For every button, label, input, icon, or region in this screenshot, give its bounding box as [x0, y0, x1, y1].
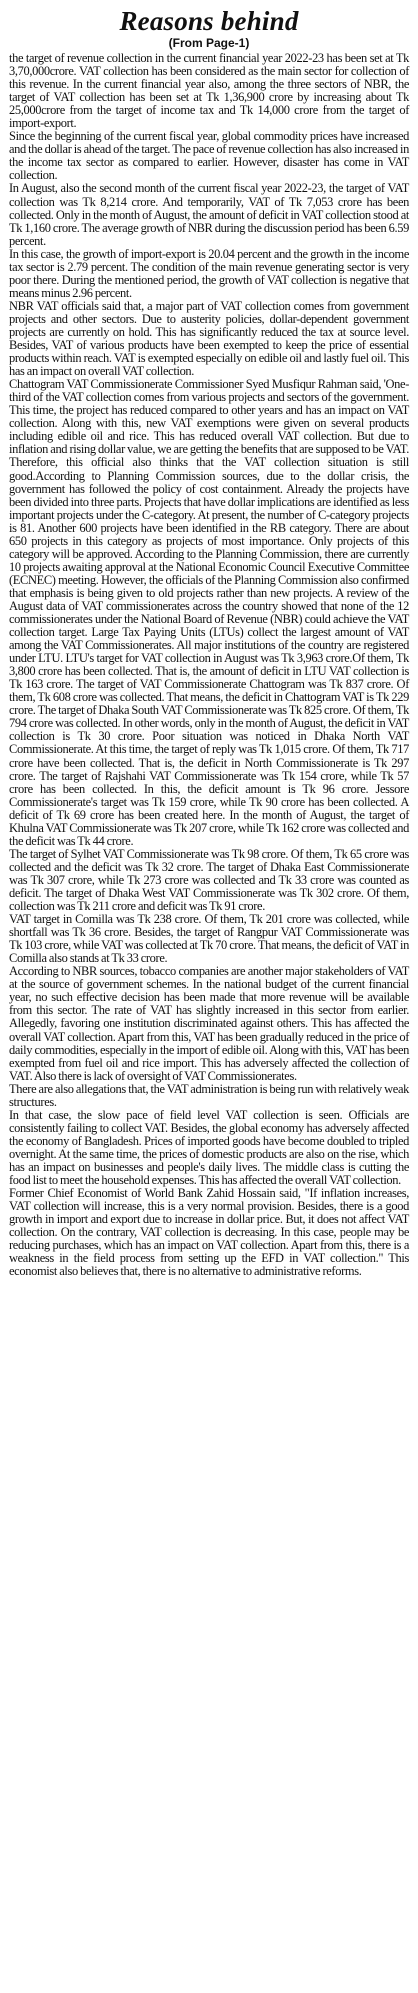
- paragraph: In this case, the growth of import-export is 20.04 percent and the growth in the income tax sector is 2.79 percent. The condition of the main revenue generating sector is very poor there. During the mentioned period, the growth of VAT collection is negative that means minus 2.96 percent.: [9, 246, 409, 300]
- article-body: [9, 52, 409, 1278]
- paragraph: According to NBR sources, tobacco companies are another major stakeholders of VAT at the source of government schemes. In the national budget of the current financial year, no such effective decision has been made that more revenue will be available from this sector. The rate of VAT has slightly increased in this sector from earlier. Allegedly, favoring one institution discriminated against others. This has affected the overall VAT collection. Apart from this, VAT has been gradually reduced in the price of daily commodities, especially in the import of edible oil. Along with this, VAT has been exempted from fuel oil and rice import. This has adversely affected the collection of VAT. Also there is lack of oversight of VAT Commissionerates.: [9, 964, 409, 1083]
- paragraph: Since the beginning of the current fiscal year, global commodity prices have increased and the dollar is ahead of the target. The pace of revenue collection has also increased in the income tax sector as compared to earlier. However, disaster has come in VAT collection.: [9, 129, 410, 183]
- paragraph: Chattogram VAT Commissionerate Commissioner Syed Musfiqur Rahman said, 'One-third of the VAT collection comes from various projects and sectors of the government. This time, the project has reduced compared to other years and has an impact on VAT collection. Along with this, new VAT exemptions were given on several products including edible oil and rice. This has reduced overall VAT collection. But due to inflation and rising dollar value, we are getting the benefits that are supposed to be VAT. Therefore, this official also thinks that the VAT collection situation is still good.According to Planning Commission sources, due to the dollar crisis, the government has followed the policy of cost containment. Already the projects have been divided into three parts. Projects that have dollar implications are identified as less important projects under the C-category. At present, the number of C-category projects is 81. Another 600 projects have been identified in the RB category. There are about 650 projects in this category as projects of most importance. Only projects of this category will be approved. According to the Planning Commission, there are currently 10 projects awaiting approval at the National Economic Council Executive Committee (ECNEC) meeting. However, the officials of the Planning Commission also confirmed that emphasis is being given to old projects rather than new projects. A review of the August data of VAT commissionerates across the country showed that none of the 12 commissionerates under the National Board of Revenue (NBR) could achieve the VAT collection target. Large Tax Paying Units (LTUs) collect the largest amount of VAT among the VAT Commissionerates. All major institutions of the country are registered under LTU. LTU's target for VAT collection in August was Tk 3,963 crore.Of them, Tk 3,800 crore has been collected. That is, the amount of deficit in LTU VAT collection is Tk 163 crore. The target of VAT Commissionerate Chattogram was Tk 837 crore. Of them, Tk 608 crore was collected. That means, the deficit in Chattogram VAT is Tk 229 crore. The target of Dhaka South VAT Commissionerate was Tk 825 crore. Of them, Tk 794 crore was collected. In other words, only in the month of August, the deficit in VAT collection is Tk 30 crore. Poor situation was noticed in Dhaka North VAT Commissionerate. At this time, the target of reply was Tk 1,015 crore. Of them, Tk 717 crore have been collected. That is, the deficit in North Commissionerate is Tk 297 crore. The target of Rajshahi VAT Commissionerate was Tk 154 crore, while Tk 57 crore has been collected. In this, the deficit amount is Tk 96 crore. Jessore Commissionerate's target was Tk 159 crore, while Tk 90 crore has been collected. A deficit of Tk 69 crore has been created here. In the month of August, the target of Khulna VAT Commissionerate was Tk 207 crore, while Tk 162 crore was collected and the deficit was Tk 44 crore.: [9, 377, 409, 848]
- paragraph: In August, also the second month of the current fiscal year 2022-23, the target of VAT collection was Tk 8,214 crore. And temporarily, VAT of Tk 7,053 crore has been collected. Only in the month of August, the amount of deficit in VAT collection stood at Tk 1,160 crore. The average growth of NBR during the discussion period has been 6.59 percent.: [9, 181, 409, 248]
- paragraph: The target of Sylhet VAT Commissionerate was Tk 98 crore. Of them, Tk 65 crore was collected and the deficit was Tk 32 crore. The target of Dhaka East Commissionerate was Tk 307 crore, while Tk 273 crore was collected and Tk 33 crore was counted as deficit. The target of Dhaka West VAT Commissionerate was Tk 302 crore. Of them, collection was Tk 211 crore and deficit was Tk 91 crore.: [9, 846, 409, 914]
- continued-from-label: (From Page-1): [168, 36, 250, 50]
- paragraph: NBR VAT officials said that, a major part of VAT collection comes from government projects and other sectors. Due to austerity policies, dollar-dependent government projects are currently on hold. This has significantly reduced the tax at source level. Besides, VAT of various products have been exempted to keep the price of essential products within reach. VAT is exempted especially on edible oil and lastly fuel oil. This has an impact on overall VAT collection.: [9, 298, 409, 379]
- headline: Reasons behind: [119, 6, 299, 36]
- paragraph: In that case, the slow pace of field level VAT collection is seen. Officials are consistently failing to collect VAT. Besides, the global economy has adversely affected the economy of Bangladesh. Prices of imported goods have become doubled to tripled overnight. At the same time, the prices of domestic products are also on the rise, which has an impact on businesses and people's daily lives. The middle class is cutting the food list to meet the household expenses. This has affected the overall VAT collection.: [9, 1107, 409, 1188]
- paragraph: There are also allegations that, the VAT administration is being run with relatively weak structures.: [9, 1081, 409, 1109]
- paragraph: the target of revenue collection in the current financial year 2022-23 has been set at Tk 3,70,000crore. VAT collection has been considered as the main sector for collection of this revenue. In the current financial year also, among the three sectors of NBR, the target of VAT collection has been set at Tk 1,36,900 crore by increasing about Tk 25,000crore from the target of income tax and Tk 14,000 crore from the target of import-export.: [9, 51, 409, 131]
- paragraph: Former Chief Economist of World Bank Zahid Hossain said, "If inflation increases, VAT collection will increase, this is a very normal provision. Besides, there is a good growth in import and export due to increase in dollar price. But, it does not affect VAT collection. On the contrary, VAT collection is decreasing. In this case, people may be reducing purchases, which has an impact on VAT collection. Apart from this, there is a weakness in the field process from setting up the EFD in VAT collection." This economist also believes that, there is no alternative to administrative reforms.: [9, 1186, 409, 1279]
- paragraph: VAT target in Comilla was Tk 238 crore. Of them, Tk 201 crore was collected, while shortfall was Tk 36 crore. Besides, the target of Rangpur VAT Commissionerate was Tk 103 crore, while VAT was collected at Tk 70 crore. That means, the deficit of VAT in Comilla also stands at Tk 33 crore.: [9, 912, 409, 966]
